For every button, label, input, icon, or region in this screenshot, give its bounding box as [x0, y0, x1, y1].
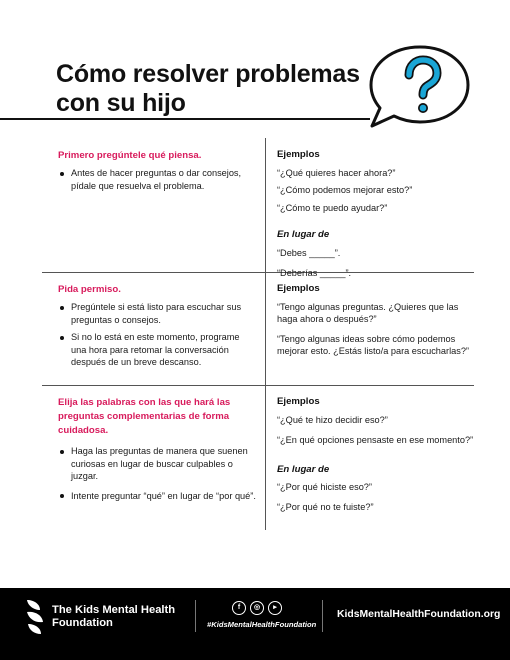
example-phrase: “Tengo algunas ideas sobre cómo podemos mejorar esto. ¿Estás listo/a para escucharlas?” — [277, 333, 469, 356]
section-2-lead: Pida permiso. — [58, 284, 121, 295]
instead-heading: En lugar de — [277, 229, 330, 240]
org-name-line-1: The Kids Mental Health — [52, 604, 176, 616]
column-divider — [265, 138, 266, 530]
section-3-lead: Elija las palabras con las que hará las preguntas complementarias de forma cuidadosa. — [58, 397, 231, 436]
example-phrase: “¿Cómo te puedo ayudar?” — [277, 202, 388, 213]
facebook-icon[interactable]: f — [232, 601, 246, 615]
footer-divider-2 — [322, 600, 323, 632]
section-3-guidance — [58, 396, 256, 507]
example-phrase: “¿Qué quieres hacer ahora?” — [277, 167, 396, 178]
bullet-item: Pregúntele si está listo para escuchar sus preguntas o consejos. — [58, 301, 256, 326]
bullet-item: Haga las preguntas de manera que suenen curiosas en lugar de buscar culpables o juzgar. — [58, 445, 256, 483]
section-1-examples — [277, 149, 477, 285]
row-divider-2 — [42, 385, 474, 386]
footer-divider-1 — [195, 600, 196, 632]
social-links — [232, 601, 282, 615]
org-name-line-2: Foundation — [52, 617, 113, 629]
bullet-item: Intente preguntar “qué” en lugar de “por qué”. — [58, 490, 256, 503]
bullet-item: Si no lo está en este momento, programe una hora para retomar la conversación después de un breve descanso. — [58, 331, 256, 369]
instead-phrase: “Debes _____”. — [277, 247, 341, 258]
section-3-examples — [277, 396, 477, 518]
section-2-bullets — [58, 301, 256, 369]
hashtag: #KidsMentalHealthFoundation — [207, 620, 317, 629]
section-1-guidance — [58, 149, 256, 197]
instagram-icon[interactable]: ◎ — [250, 601, 264, 615]
example-phrase: “¿En qué opciones pensaste en ese momento?” — [277, 435, 474, 445]
examples-heading: Ejemplos — [277, 149, 320, 160]
website-link[interactable]: KidsMentalHealthFoundation.org — [337, 609, 501, 620]
section-3-bullets — [58, 445, 256, 502]
example-phrase: “Tengo algunas preguntas. ¿Quieres que las haga ahora o después?” — [277, 301, 459, 324]
page-title — [56, 60, 360, 118]
title-underline — [0, 118, 370, 120]
section-1-bullets — [58, 167, 256, 192]
example-phrase: “¿Cómo podemos mejorar esto?” — [277, 185, 413, 195]
section-2-guidance — [58, 283, 256, 374]
examples-heading: Ejemplos — [277, 283, 320, 294]
section-1-lead: Primero pregúntele qué piensa. — [58, 150, 202, 161]
examples-heading: Ejemplos — [277, 396, 320, 407]
example-phrase: “¿Qué te hizo decidir eso?” — [277, 414, 388, 425]
section-2-examples — [277, 283, 477, 363]
title-line-2: con su hijo — [56, 89, 186, 117]
instead-phrase: “Deberías _____”. — [277, 268, 352, 278]
instead-heading: En lugar de — [277, 463, 330, 475]
instead-phrase: “¿Por qué hiciste eso?” — [277, 482, 372, 492]
instead-phrase: “¿Por qué no te fuiste?” — [277, 501, 374, 512]
foundation-logo-text — [52, 604, 175, 630]
foundation-logo-icon — [24, 596, 48, 636]
title-line-1: Cómo resolver problemas — [56, 60, 360, 88]
youtube-icon[interactable]: ▸ — [268, 601, 282, 615]
speech-bubble-icon — [362, 42, 474, 132]
bullet-item: Antes de hacer preguntas o dar consejos, pídale que resuelva el problema. — [58, 167, 256, 192]
